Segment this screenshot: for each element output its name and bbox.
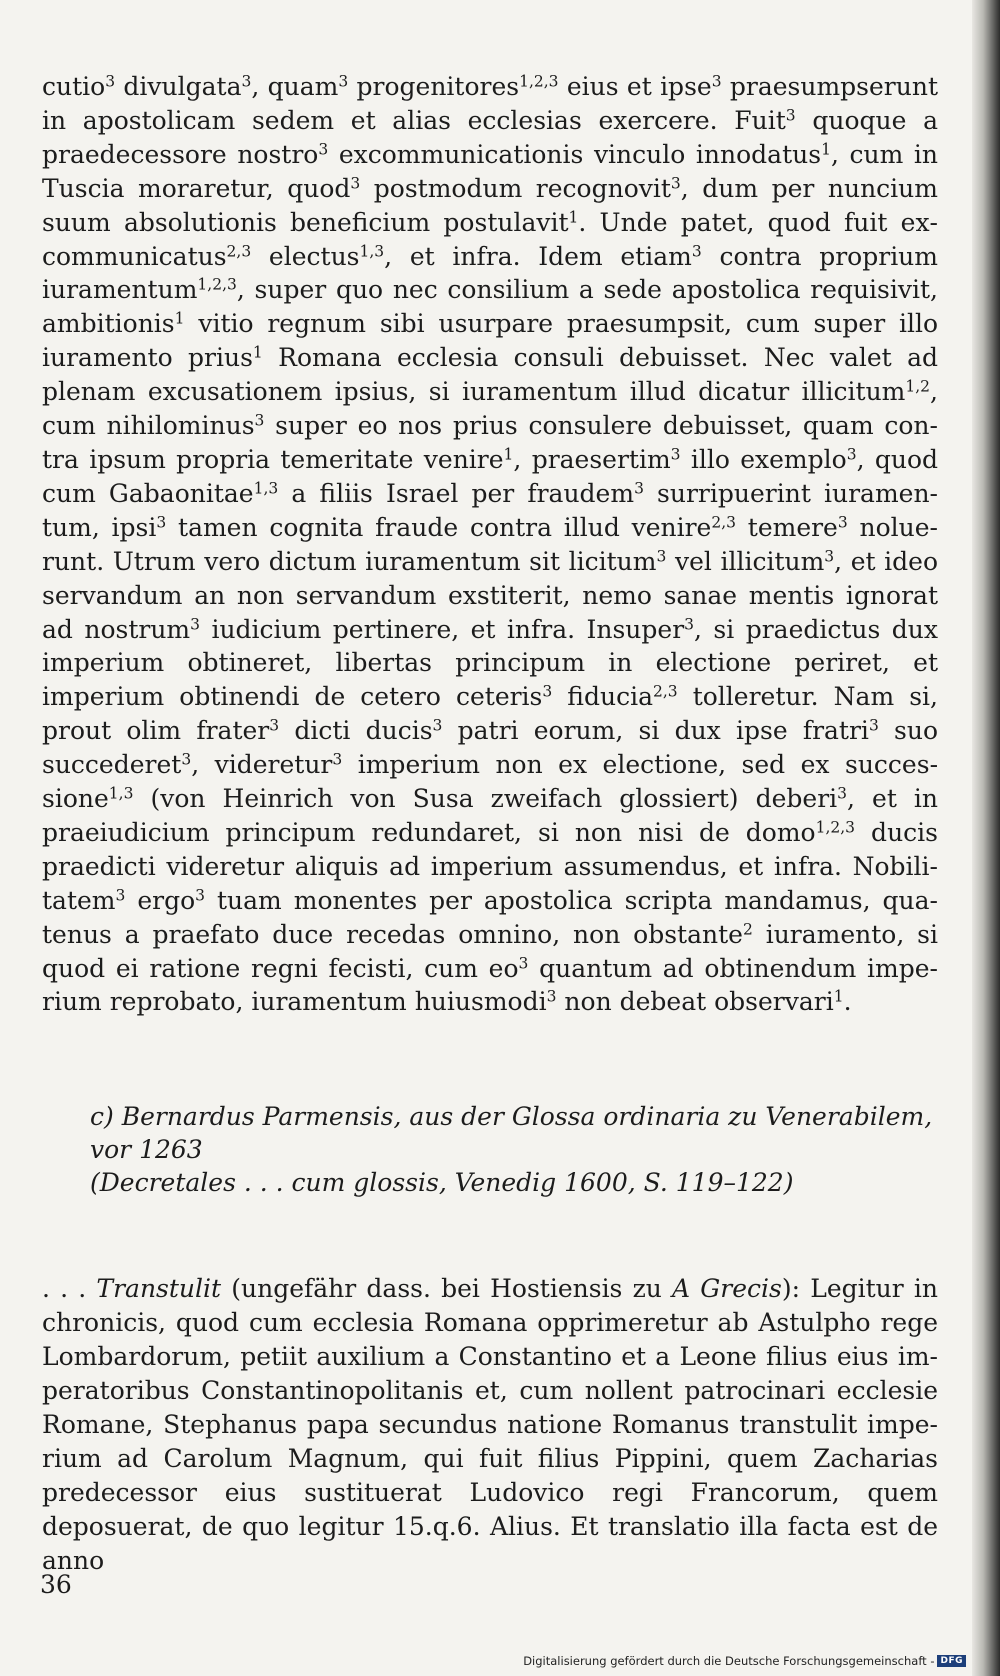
- gloss-lead: . . .: [42, 1274, 97, 1304]
- digitization-footer: [523, 1654, 966, 1668]
- gloss-lemma: Transtulit: [96, 1274, 222, 1304]
- page-body: [42, 70, 938, 1578]
- source-title: c) Bernardus Parmensis, aus der Glossa ordinaria zu Venerabilem,: [90, 1102, 933, 1132]
- gloss-mid: (ungefähr dass. bei Hostiensis zu: [221, 1274, 673, 1304]
- page-edge-shadow: [972, 0, 1000, 1676]
- source-citation: (Decretales . . . cum glossis, Venedig 1600, S. 119–122): [90, 1168, 794, 1198]
- gloss-reference: A Grecis: [672, 1274, 782, 1304]
- footer-credit: Digitalisierung gefördert durch die Deutsche Forschungsgemeinschaft -: [523, 1654, 935, 1668]
- body-paragraph-latin: cutio$^3$ divulgata$^3$, quam$^3$ progenitores$^{1,2,3}$ eius et ipse$^3$ praesumpserunt in apostolicam sedem et alias ecclesias exercere. Fuit$^3$ quoque a praedecessore nostro$^3$ excommunicationis vinculo innodatus$^1$, cum in Tuscia moraretur, quod$^3$ postmodum recognovit$^3$, dum per nuncium suum absolutionis beneficium postulavit$^1$. Unde patet, quod fuit excommunicatus$^{2,3}$ electus$^{1,3}$, et infra. Idem etiam$^3$ contra proprium iuramentum$^{1,2,3}$, super quo nec consilium a sede apostolica requisivit, ambitionis$^1$ vitio regnum sibi usurpare praesumpsit, cum super illo iuramento prius$^1$ Romana ecclesia consuli debuisset. Nec valet ad plenam excusationem ipsius, si iuramentum illud dicatur illicitum$^{1,2}$, cum nihilominus$^3$ super eo nos prius consulere debuisset, quam contra ipsum propria temeritate venire$^1$, praesertim$^3$ illo exemplo$^3$, quod cum Gabaonitae$^{1,3}$ a filiis Israel per fraudem$^3$ surripuerint iuramentum, ipsi$^3$ tamen cognita fraude contra illud venire$^{2,3}$ temere$^3$ noluerunt. Utrum vero dictum iuramentum sit licitum$^3$ vel illicitum$^3$, et ideo servandum an non servandum exstiterit, nemo sanae mentis ignorat ad nostrum$^3$ iudicium pertinere, et infra. Insuper$^3$, si praedictus dux imperium obtineret, libertas principum in electione periret, et imperium obtinendi de cetero ceteris$^3$ fiducia$^{2,3}$ tolleretur. Nam si, prout olim frater$^3$ dicti ducis$^3$ patri eorum, si dux ipse fratri$^3$ suo succederet$^3$, videretur$^3$ imperium non ex electione, sed ex successione$^{1,3}$ (von Heinrich von Susa zweifach glossiert) deberi$^3$, et in praeiudicium principum redundaret, si non nisi de domo$^{1,2,3}$ ducis praedicti videretur aliquis ad imperium assumendus, et infra. Nobilitatem$^3$ ergo$^3$ tuam monentes per apostolica scripta mandamus, quatenus a praefato duce recedas omnino, non obstante$^2$ iuramento, si quod ei ratione regni fecisti, cum $eo^3$ quantum ad obtinendum imperium reprobato, iuramentum huiusmodi$^3$ non debeat observari$^1$.: [42, 72, 939, 1017]
- dfg-logo-icon: DFG: [937, 1655, 966, 1667]
- gloss-text: ): Legitur in chronicis, quod cum ecclesia Romana opprimeretur ab Astulpho rege Lombardorum, petiit auxilium a Constantino et a Leone filius eius imperatoribus Constantinopolitanis et, cum nollent patrocinari ecclesie Romane, Stephanus papa secundus natione Romanus transtulit imperium ad Carolum Magnum, qui fuit filius Pippini, quem Zacharias predecessor eius sustituerat Ludovico regi Francorum, quem deposuerat, de quo legitur 15.q.6. Alius. Et translatio illa facta est de anno: [42, 1274, 938, 1575]
- page-number: 36: [40, 1570, 72, 1599]
- source-heading: [90, 1100, 938, 1199]
- body-paragraph-gloss: [42, 1272, 938, 1577]
- source-date: vor 1263: [90, 1135, 203, 1165]
